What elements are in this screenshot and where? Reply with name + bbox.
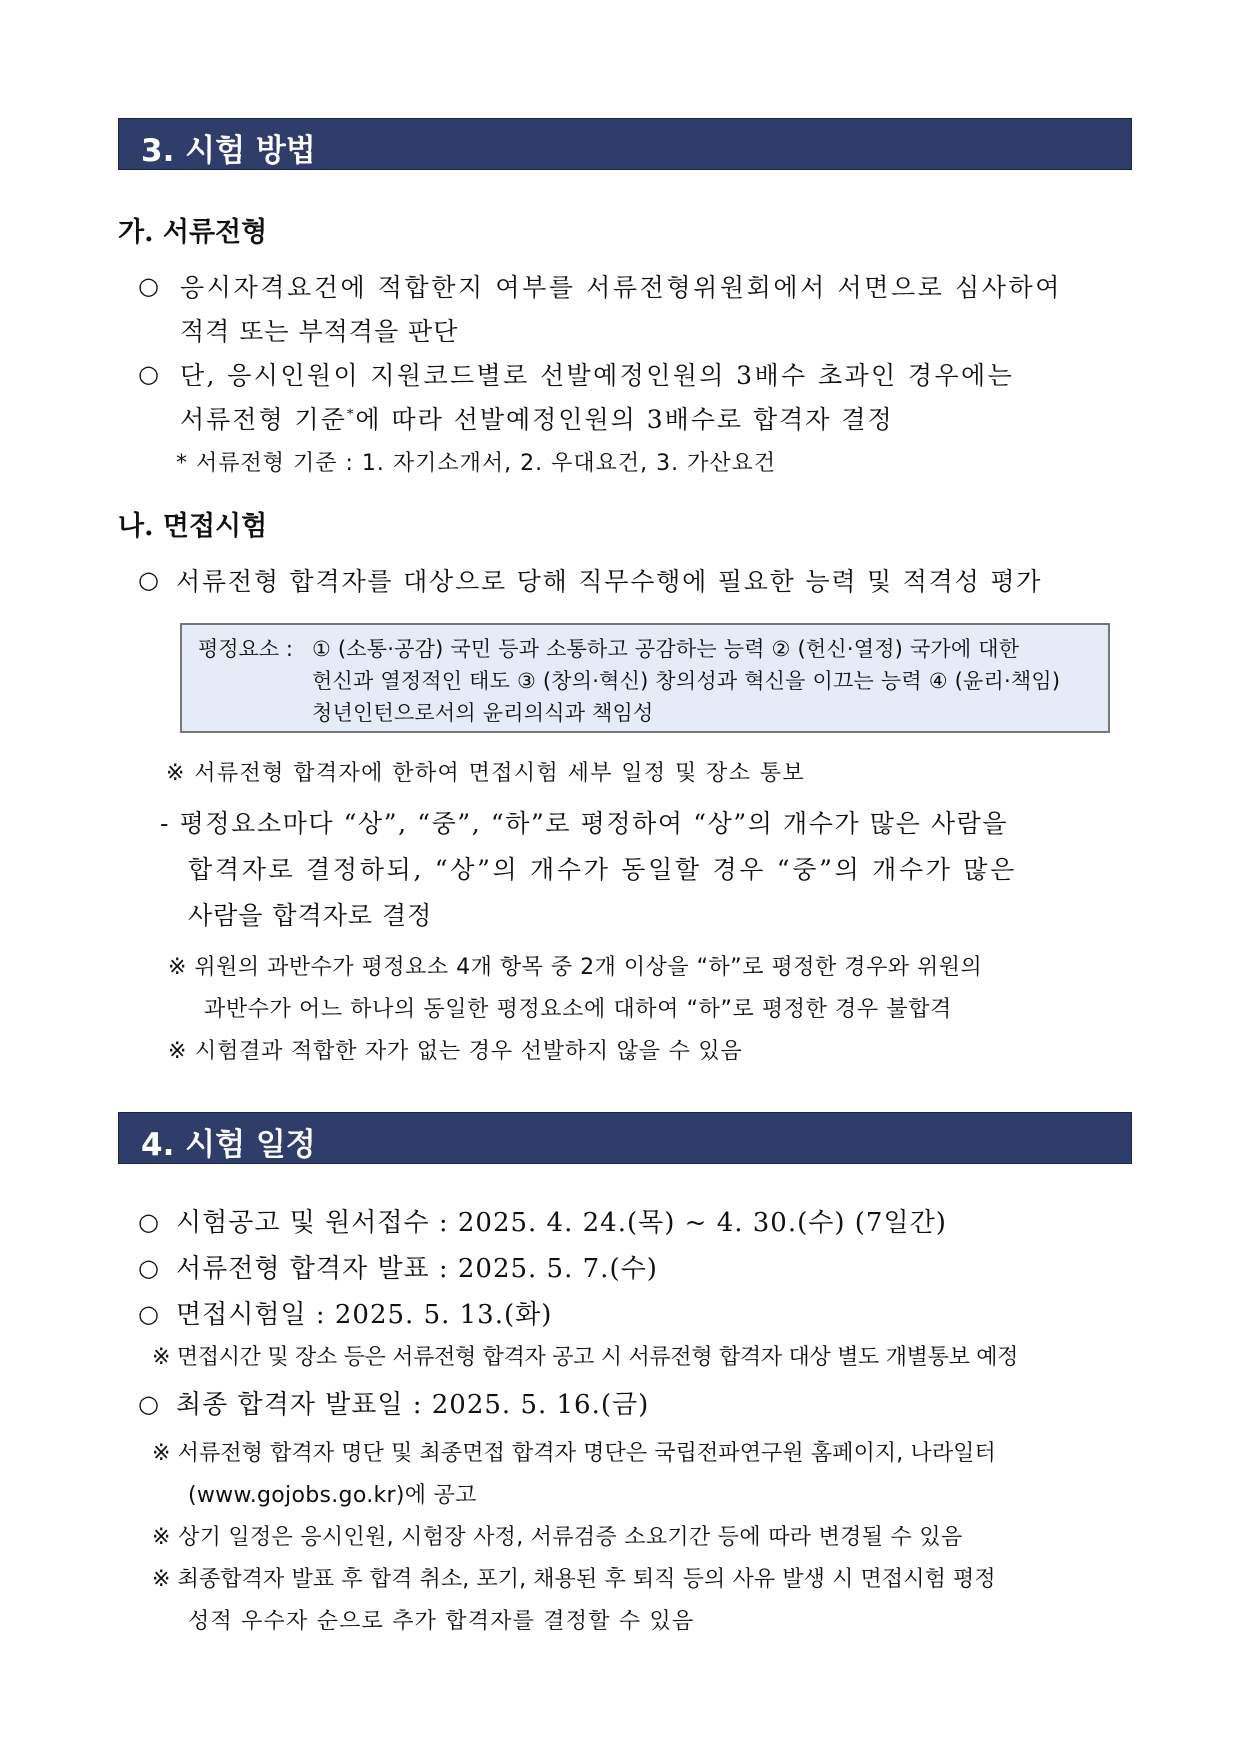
- schedule-item-3: 면접시험일 : 2025. 5. 13.(화): [176, 1300, 553, 1330]
- section-3-header: [118, 118, 1132, 170]
- ga-bullet-1-line-2: 적격 또는 부적격을 판단: [180, 317, 459, 346]
- ga-bullet-1-line-1: 응시자격요건에 적합한지 여부를 서류전형위원회에서 서면으로 심사하여: [180, 273, 1062, 302]
- na-note-1: ※ 서류전형 합격자에 한하여 면접시험 세부 일정 및 장소 통보: [166, 761, 806, 786]
- section-4-title: 4. 시험 일정: [141, 1127, 316, 1163]
- na-bullet-1: 서류전형 합격자를 대상으로 당해 직무수행에 필요한 능력 및 적격성 평가: [176, 567, 1043, 596]
- evaluation-criteria-line-3: 청년인턴으로서의 윤리의식과 책임성: [312, 701, 654, 725]
- bullet-icon: ○: [138, 1208, 159, 1236]
- evaluation-criteria-label: 평정요소 :: [198, 637, 293, 661]
- schedule-item-2: 서류전형 합격자 발표 : 2025. 5. 7.(수): [176, 1254, 658, 1284]
- section-4-header: [118, 1112, 1132, 1164]
- schedule-item-1: 시험공고 및 원서접수 : 2025. 4. 24.(목) ~ 4. 30.(수) (7일간): [176, 1208, 947, 1238]
- bullet-icon: ○: [138, 1390, 159, 1418]
- na-note-2-line-2: 과반수가 어느 하나의 동일한 평정요소에 대하여 “하”로 평정한 경우 불합격: [204, 997, 952, 1022]
- schedule-note-3-line-1: ※ 최종합격자 발표 후 합격 취소, 포기, 채용된 후 퇴직 등의 사유 발생 시 면접시험 평정: [152, 1567, 996, 1592]
- schedule-note-3-line-2: 성적 우수자 순으로 추가 합격자를 결정할 수 있음: [188, 1609, 695, 1634]
- schedule-item-3-note: ※ 면접시간 및 장소 등은 서류전형 합격자 공고 시 서류전형 합격자 대상 별도 개별통보 예정: [152, 1345, 1019, 1370]
- na-note-2-line-1: ※ 위원의 과반수가 평정요소 4개 항목 중 2개 이상을 “하”로 평정한 경우와 위원의: [168, 955, 983, 980]
- evaluation-criteria-line-1: ① (소통·공감) 국민 등과 소통하고 공감하는 능력 ② (헌신·열정) 국가에 대한: [312, 637, 1020, 661]
- ga-bullet-2-line-2: 서류전형 기준*에 따라 선발예정인원의 3배수로 합격자 결정: [180, 405, 894, 434]
- na-note-3: ※ 시험결과 적합한 자가 없는 경우 선발하지 않을 수 있음: [168, 1039, 743, 1064]
- bullet-icon: ○: [138, 566, 159, 594]
- bullet-icon: ○: [138, 272, 159, 300]
- ga-footnote: * 서류전형 기준 : 1. 자기소개서, 2. 우대요건, 3. 가산요건: [176, 451, 777, 476]
- na-dash-line-2: 합격자로 결정하되, “상”의 개수가 동일할 경우 “중”의 개수가 많은: [188, 855, 1017, 884]
- bullet-icon: ○: [138, 1254, 159, 1282]
- section-3-title: 3. 시험 방법: [141, 133, 316, 169]
- schedule-note-1-line-2: (www.gojobs.go.kr)에 공고: [188, 1483, 477, 1508]
- evaluation-criteria-line-2: 헌신과 열정적인 태도 ③ (창의·혁신) 창의성과 혁신을 이끄는 능력 ④ (윤리·책임): [312, 669, 1061, 693]
- bullet-icon: ○: [138, 1300, 159, 1328]
- subsection-na-heading: 나. 면접시험: [118, 511, 268, 542]
- schedule-note-1-line-1: ※ 서류전형 합격자 명단 및 최종면접 합격자 명단은 국립전파연구원 홈페이지, 나라일터: [152, 1441, 996, 1466]
- subsection-ga-heading: 가. 서류전형: [118, 217, 268, 248]
- schedule-note-2: ※ 상기 일정은 응시인원, 시험장 사정, 서류검증 소요기간 등에 따라 변경될 수 있음: [152, 1525, 963, 1550]
- na-dash-line-3: 사람을 합격자로 결정: [188, 901, 433, 930]
- schedule-item-4: 최종 합격자 발표일 : 2025. 5. 16.(금): [176, 1390, 650, 1420]
- ga-bullet-2-line-1: 단, 응시인원이 지원코드별로 선발예정인원의 3배수 초과인 경우에는: [180, 361, 1015, 390]
- evaluation-criteria-box: [180, 623, 1110, 733]
- na-dash-line-1: - 평정요소마다 “상”, “중”, “하”로 평정하여 “상”의 개수가 많은 사람을: [160, 809, 1009, 838]
- bullet-icon: ○: [138, 360, 159, 388]
